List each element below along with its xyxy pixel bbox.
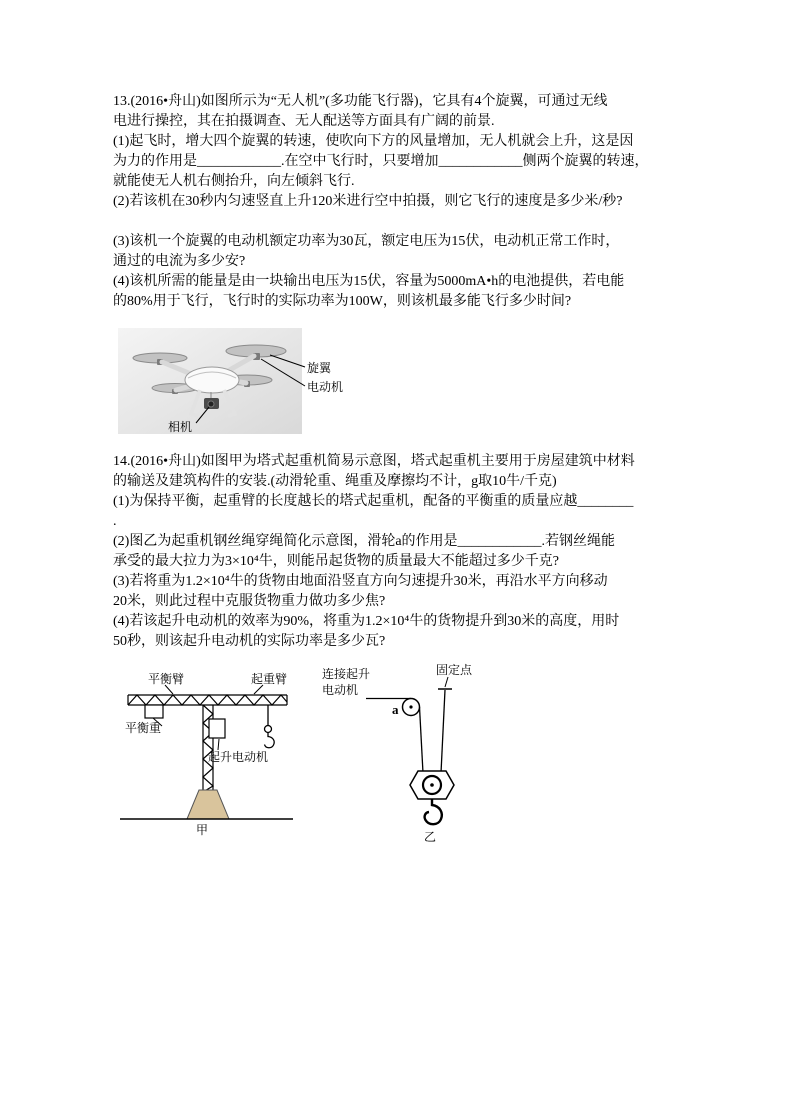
text-line: (4)若该起升电动机的效率为90%，将重为1.2×10⁴牛的货物提升到30米的高度，用时 — [113, 614, 620, 629]
connect-motor-label-line1: 连接起升 — [322, 667, 371, 681]
drone-figure — [118, 328, 358, 447]
text-line: 承受的最大拉力为3×10⁴牛，则能吊起货物的质量最大不能超过多少千克? — [113, 554, 559, 569]
load-hook — [425, 799, 442, 824]
text-line: (1)起飞时，增大四个旋翼的转速，使吹向下方的风量增加，无人机就会上升，这是因 — [113, 134, 634, 149]
text-line — [113, 212, 685, 232]
text-line: (3)该机一个旋翼的电动机额定功率为30瓦，额定电压为15伏，电动机正常工作时， — [113, 234, 620, 249]
crane-diagram — [115, 662, 310, 844]
hoist-motor-label: 起升电动机 — [208, 750, 269, 764]
fixed-point-label: 固定点 — [436, 663, 473, 677]
text-line: 14.(2016•舟山)如图甲为塔式起重机简易示意图，塔式起重机主要用于房屋建筑中材料 — [113, 454, 635, 469]
text-line: (4)该机所需的能量是由一块输出电压为15伏，容量为5000mA•h的电池提供，若电能 — [113, 274, 625, 289]
connect-motor-label-line2: 电动机 — [322, 683, 359, 697]
camera-label: 相机 — [168, 420, 193, 434]
balance-arm-label: 平衡臂 — [148, 672, 185, 686]
pulley-a-label: a — [392, 702, 399, 717]
text-line: 50秒，则该起升电动机的实际功率是多少瓦? — [113, 634, 386, 649]
text-line: . — [113, 514, 117, 529]
text-line: (1)为保持平衡，起重臂的长度越长的塔式起重机，配备的平衡重的质量应越________ — [113, 494, 634, 509]
counterweight-block — [145, 705, 163, 718]
question-14-text — [113, 452, 685, 652]
text-line: (2)图乙为起重机钢丝绳穿绳简化示意图，滑轮a的作用是____________.若钢丝绳能 — [113, 534, 616, 549]
crane-figure — [115, 662, 310, 849]
fixed-point-leader — [445, 677, 448, 687]
crane-hook-assembly — [265, 705, 275, 748]
text-line: (2)若该机在30秒内匀速竖直上升120米进行空中拍摄，则它飞行的速度是多少米/秒? — [113, 194, 623, 209]
text-line: (3)若将重为1.2×10⁴牛的货物由地面沿竖直方向匀速提升30米，再沿水平方向移动 — [113, 574, 608, 589]
text-line: 13.(2016•舟山)如图所示为“无人机”(多功能飞行器)，它具有4个旋翼，可通过无线 — [113, 94, 608, 109]
crane-mast-truss — [203, 705, 213, 792]
text-line: 的输送及建筑构件的安装.(动滑轮重、绳重及摩擦均不计，g取10牛/千克) — [113, 474, 557, 489]
movable-pulley-axle — [430, 783, 434, 787]
rotor-label: 旋翼 — [307, 361, 332, 375]
text-line: 通过的电流为多少安? — [113, 254, 246, 269]
question-13-text — [113, 92, 685, 312]
drone-body — [185, 367, 239, 393]
hoist-motor-box — [209, 719, 225, 738]
text-line: 就能使无人机右侧抬升，向左倾斜飞行. — [113, 174, 355, 189]
text-line: 电进行操控，其在拍摄调查、无人配送等方面具有广阔的前景. — [113, 114, 495, 129]
pulley-diagram — [318, 660, 478, 852]
pulley-figure — [318, 660, 478, 857]
foundation-mound — [187, 790, 229, 819]
figure-yi-caption: 乙 — [424, 830, 437, 844]
text-line: 的80%用于飞行，飞行时的实际功率为100W，则该机最多能飞行多少时间? — [113, 294, 572, 309]
motor-label: 电动机 — [307, 380, 344, 394]
text-line: 20米，则此过程中克服货物重力做功多少焦? — [113, 594, 386, 609]
lifting-arm-label: 起重臂 — [251, 672, 288, 686]
counterweight-label: 平衡重 — [125, 721, 162, 735]
pulley-a-axle — [409, 705, 412, 708]
text-line: 为力的作用是____________.在空中飞行时，只要增加____________侧两个旋翼的转速， — [113, 154, 649, 169]
crane-jib-truss — [128, 695, 287, 705]
figure-jia-caption: 甲 — [196, 823, 209, 837]
drone-illustration — [118, 328, 358, 442]
